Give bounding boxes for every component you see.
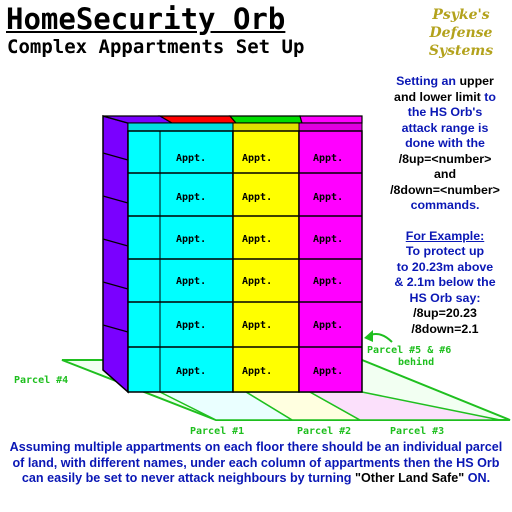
apartment-label: Appt. <box>176 192 207 203</box>
parcel-2-label: Parcel #2 <box>297 426 352 437</box>
side-text: done with the <box>405 136 485 150</box>
apartment-label: Appt. <box>176 320 207 331</box>
apartment-label: Appt. <box>176 234 207 245</box>
command-down: /8down=<number> <box>390 182 500 197</box>
apartment-label: Appt. <box>313 192 344 203</box>
side-emphasis: and lower limit <box>394 89 481 104</box>
apartment-label: Appt. <box>242 276 273 287</box>
example-text: HS Orb say: <box>409 290 481 305</box>
brand-line: Psyke's <box>432 7 490 23</box>
side-emphasis: upper <box>459 74 494 88</box>
side-note <box>378 74 512 337</box>
column-3 <box>299 131 362 392</box>
apartment-label: Appt. <box>313 366 344 377</box>
building-top-magenta <box>300 116 362 123</box>
example-command-up: /8up=20.23 <box>413 306 477 320</box>
bottom-note <box>4 440 508 487</box>
apartment-label: Appt. <box>313 320 344 331</box>
parcel-1-label: Parcel #1 <box>190 426 245 437</box>
apartment-label: Appt. <box>242 153 273 164</box>
parcel-56-behind-label: behind <box>398 357 435 368</box>
parcel-3-label: Parcel #3 <box>390 426 445 437</box>
apartment-label: Appt. <box>313 234 344 245</box>
side-text: attack range is <box>401 120 489 135</box>
parcel-4-label: Parcel #4 <box>14 375 69 386</box>
brand-line: Defense <box>429 25 493 41</box>
apartment-label: Appt. <box>176 366 207 377</box>
column-1 <box>128 131 233 392</box>
building-top-red <box>160 116 236 123</box>
brand-line: Systems <box>428 43 494 59</box>
apartment-label: Appt. <box>176 153 207 164</box>
example-text: & 2.1m below the <box>394 275 496 289</box>
page-subtitle: Complex Appartments Set Up <box>7 36 305 58</box>
building-top-green <box>230 116 302 123</box>
apartment-label: Appt. <box>242 320 273 331</box>
page-title: HomeSecurity Orb <box>6 2 286 36</box>
example-text: to 20.23m above <box>396 259 494 274</box>
apartment-label: Appt. <box>242 192 273 203</box>
side-text: Setting an <box>396 74 460 88</box>
apartment-label: Appt. <box>242 234 273 245</box>
apartment-label: Appt. <box>176 276 207 287</box>
side-text: the HS Orb's <box>407 105 483 119</box>
bottom-text-end: ON. <box>464 471 491 485</box>
apartment-label: Appt. <box>242 366 273 377</box>
bottom-text: Assuming multiple appartments on each floor there should be an individual parcel of land, with different names, under each column of appartments then the HS Orb can easily be set to never attack neighbours by turning <box>9 440 503 485</box>
apartment-label: Appt. <box>313 276 344 287</box>
example-heading: For Example: <box>405 228 485 243</box>
side-text: and <box>433 167 457 181</box>
building-side-face <box>103 116 128 392</box>
column-2 <box>233 131 299 392</box>
example-command-down: /8down=2.1 <box>411 321 479 336</box>
apartment-label: Appt. <box>313 153 344 164</box>
bottom-emphasis: "Other Land Safe" <box>355 471 465 485</box>
side-text: to <box>480 89 496 104</box>
example-text: To protect up <box>405 244 485 258</box>
command-up: /8up=<number> <box>398 151 492 166</box>
side-text: commands. <box>410 198 480 212</box>
arrow-head-icon <box>364 330 373 342</box>
parcel-56-label: Parcel #5 & #6 <box>367 345 452 356</box>
